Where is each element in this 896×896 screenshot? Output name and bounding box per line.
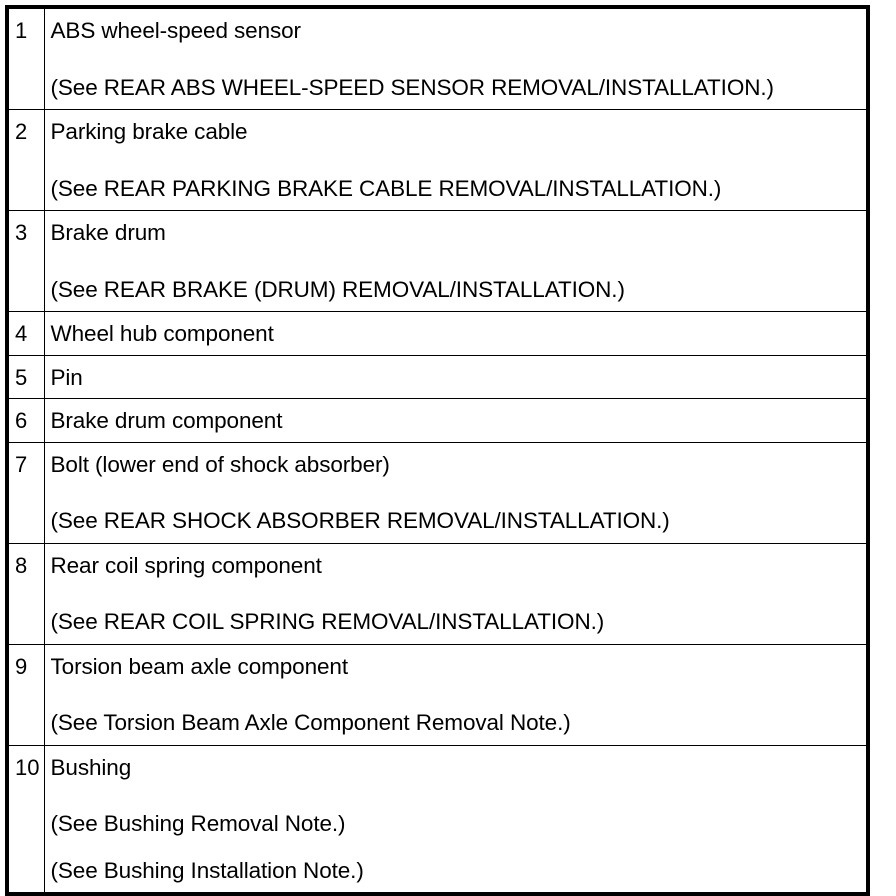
- item-description-cell: [44, 312, 868, 356]
- item-name: Parking brake cable: [50, 119, 248, 144]
- item-reference-link[interactable]: (See REAR BRAKE (DRUM) REMOVAL/INSTALLATION.): [50, 276, 625, 302]
- item-number-cell: [7, 399, 44, 443]
- item-name: Wheel hub component: [50, 321, 274, 346]
- item-number: 3: [15, 220, 28, 245]
- item-reference-link[interactable]: (See REAR SHOCK ABSORBER REMOVAL/INSTALLATION.): [50, 508, 670, 533]
- parts-table: [5, 5, 870, 896]
- item-number: 4: [15, 321, 28, 346]
- item-name: Rear coil spring component: [50, 552, 322, 578]
- item-description-cell: [44, 543, 868, 644]
- item-number: 1: [15, 18, 28, 43]
- item-number: 10: [15, 754, 40, 780]
- item-number-cell: [7, 355, 44, 399]
- item-name: Torsion beam axle component: [50, 653, 348, 679]
- table-row: [7, 442, 868, 543]
- item-reference-link[interactable]: (See Torsion Beam Axle Component Removal Note.): [50, 710, 571, 735]
- item-description-cell: [44, 442, 868, 543]
- item-number-cell: [7, 442, 44, 543]
- table-row: [7, 211, 868, 312]
- item-name: Pin: [50, 364, 83, 390]
- table-row: [7, 399, 868, 443]
- table-row: [7, 7, 868, 110]
- item-number-cell: [7, 745, 44, 894]
- table-row: [7, 745, 868, 894]
- item-number-cell: [7, 644, 44, 745]
- item-number-cell: [7, 211, 44, 312]
- item-description-cell: [44, 644, 868, 745]
- item-name: Brake drum: [50, 220, 166, 245]
- item-number-cell: [7, 110, 44, 211]
- item-name: ABS wheel-speed sensor: [50, 18, 301, 43]
- item-number-cell: [7, 312, 44, 356]
- item-name: Bolt (lower end of shock absorber): [50, 451, 390, 477]
- item-name: Bushing: [50, 754, 132, 780]
- item-description-cell: [44, 399, 868, 443]
- item-number: 6: [15, 408, 28, 433]
- item-number: 7: [15, 451, 28, 477]
- table-row: [7, 543, 868, 644]
- table-row: [7, 644, 868, 745]
- table-row: [7, 110, 868, 211]
- table-row: [7, 312, 868, 356]
- item-description-cell: [44, 110, 868, 211]
- item-number: 2: [15, 119, 28, 144]
- item-description-cell: [44, 211, 868, 312]
- item-description-cell: [44, 745, 868, 894]
- item-reference-link[interactable]: (See Bushing Removal Note.): [50, 811, 346, 836]
- item-reference-link[interactable]: (See REAR ABS WHEEL-SPEED SENSOR REMOVAL/INSTALLATION.): [50, 74, 774, 100]
- item-description-cell: [44, 355, 868, 399]
- item-reference-link[interactable]: (See REAR COIL SPRING REMOVAL/INSTALLATION.): [50, 609, 605, 634]
- item-number: 5: [15, 364, 28, 390]
- item-number: 9: [15, 653, 28, 679]
- item-description-cell: [44, 7, 868, 110]
- item-number-cell: [7, 7, 44, 110]
- table-row: [7, 355, 868, 399]
- item-name: Brake drum component: [50, 408, 283, 433]
- item-number: 8: [15, 552, 28, 578]
- item-reference-link[interactable]: (See REAR PARKING BRAKE CABLE REMOVAL/INSTALLATION.): [50, 175, 722, 201]
- item-number-cell: [7, 543, 44, 644]
- item-reference-link[interactable]: (See Bushing Installation Note.): [50, 857, 364, 883]
